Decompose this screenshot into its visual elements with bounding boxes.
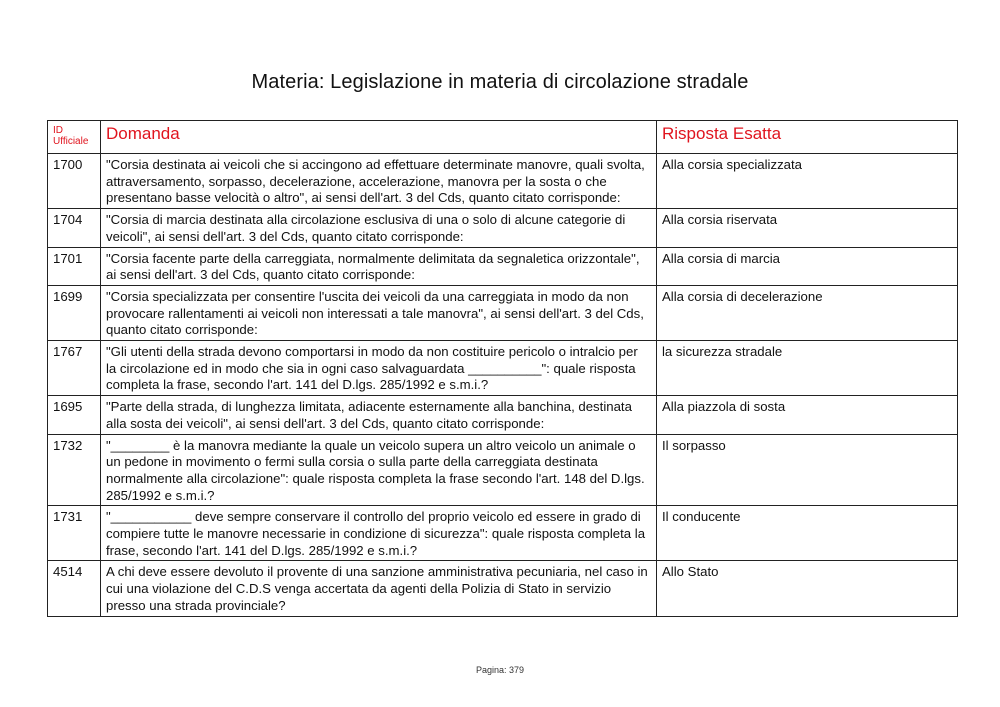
row-id: 1701 <box>48 247 101 285</box>
table-row <box>48 209 958 247</box>
header-id: ID Ufficiale <box>48 121 101 154</box>
table-row <box>48 506 958 561</box>
row-id: 1732 <box>48 434 101 506</box>
table-row <box>48 396 958 434</box>
header-answer: Risposta Esatta <box>657 121 958 154</box>
page-footer: Pagina: 379 <box>475 665 525 675</box>
row-question: "___________ deve sempre conservare il controllo del proprio veicolo ed essere in grado di compiere tutte le manovre necessarie in condizione di sicurezza": quale risposta completa la frase, secondo l'art. 141 del D.lgs. 285/1992 e s.m.i.? <box>101 506 657 561</box>
header-row <box>48 121 958 154</box>
row-answer: Allo Stato <box>657 561 958 616</box>
row-question: "Corsia specializzata per consentire l'uscita dei veicoli da una carreggiata in modo da non provocare rallentamenti ai veicoli non interessati a tale manovra", ai sensi dell'art. 3 del Cds, quanto citato corrisponde: <box>101 285 657 340</box>
table-row <box>48 341 958 396</box>
row-question: "Gli utenti della strada devono comportarsi in modo da non costituire pericolo o intralcio per la circolazione ed in modo che sia in ogni caso salvaguardata __________": quale risposta completa la frase, secondo l'art. 141 del D.lgs. 285/1992 e s.m.i.? <box>101 341 657 396</box>
row-question: A chi deve essere devoluto il provente di una sanzione amministrativa pecuniaria, nel caso in cui una violazione del C.D.S venga accertata da agenti della Polizia di Stato in servizio presso una strada provinciale? <box>101 561 657 616</box>
table-row <box>48 154 958 209</box>
table-header <box>48 121 958 154</box>
table-body <box>48 154 958 617</box>
table-row <box>48 434 958 506</box>
row-id: 1699 <box>48 285 101 340</box>
row-answer: Alla corsia di marcia <box>657 247 958 285</box>
row-question: "________ è la manovra mediante la quale un veicolo supera un altro veicolo un animale o un pedone in movimento o fermi sulla corsia o sulla parte della carreggiata destinata normalmente alla circolazione": quale risposta completa la frase secondo l'art. 148 del D.lgs. 285/1992 e s.m.i.? <box>101 434 657 506</box>
row-id: 1704 <box>48 209 101 247</box>
table-row <box>48 247 958 285</box>
row-question: "Corsia destinata ai veicoli che si accingono ad effettuare determinate manovre, quali svolta, attraversamento, sorpasso, decelerazione, accelerazione, manovra per la sosta o che presentano basse velocità o altro", ai sensi dell'art. 3 del Cds, quanto citato corrisponde: <box>101 154 657 209</box>
row-id: 1695 <box>48 396 101 434</box>
row-id: 4514 <box>48 561 101 616</box>
questions-table <box>47 120 958 617</box>
row-answer: Il sorpasso <box>657 434 958 506</box>
row-question: "Corsia facente parte della carreggiata, normalmente delimitata da segnaletica orizzontale", ai sensi dell'art. 3 del Cds, quanto citato corrisponde: <box>101 247 657 285</box>
page-title: Materia: Legislazione in materia di circolazione stradale <box>251 71 749 93</box>
row-id: 1767 <box>48 341 101 396</box>
table-row <box>48 561 958 616</box>
row-answer: Alla corsia di decelerazione <box>657 285 958 340</box>
row-answer: Il conducente <box>657 506 958 561</box>
table-row <box>48 285 958 340</box>
row-id: 1731 <box>48 506 101 561</box>
row-answer: Alla corsia riservata <box>657 209 958 247</box>
header-question: Domanda <box>101 121 657 154</box>
row-question: "Corsia di marcia destinata alla circolazione esclusiva di una o solo di alcune categorie di veicoli", ai sensi dell'art. 3 del Cds, quanto citato corrisponde: <box>101 209 657 247</box>
row-answer: la sicurezza stradale <box>657 341 958 396</box>
row-id: 1700 <box>48 154 101 209</box>
row-question: "Parte della strada, di lunghezza limitata, adiacente esternamente alla banchina, destinata alla sosta dei veicoli", ai sensi dell'art. 3 del Cds, quanto citato corrisponde: <box>101 396 657 434</box>
row-answer: Alla piazzola di sosta <box>657 396 958 434</box>
row-answer: Alla corsia specializzata <box>657 154 958 209</box>
